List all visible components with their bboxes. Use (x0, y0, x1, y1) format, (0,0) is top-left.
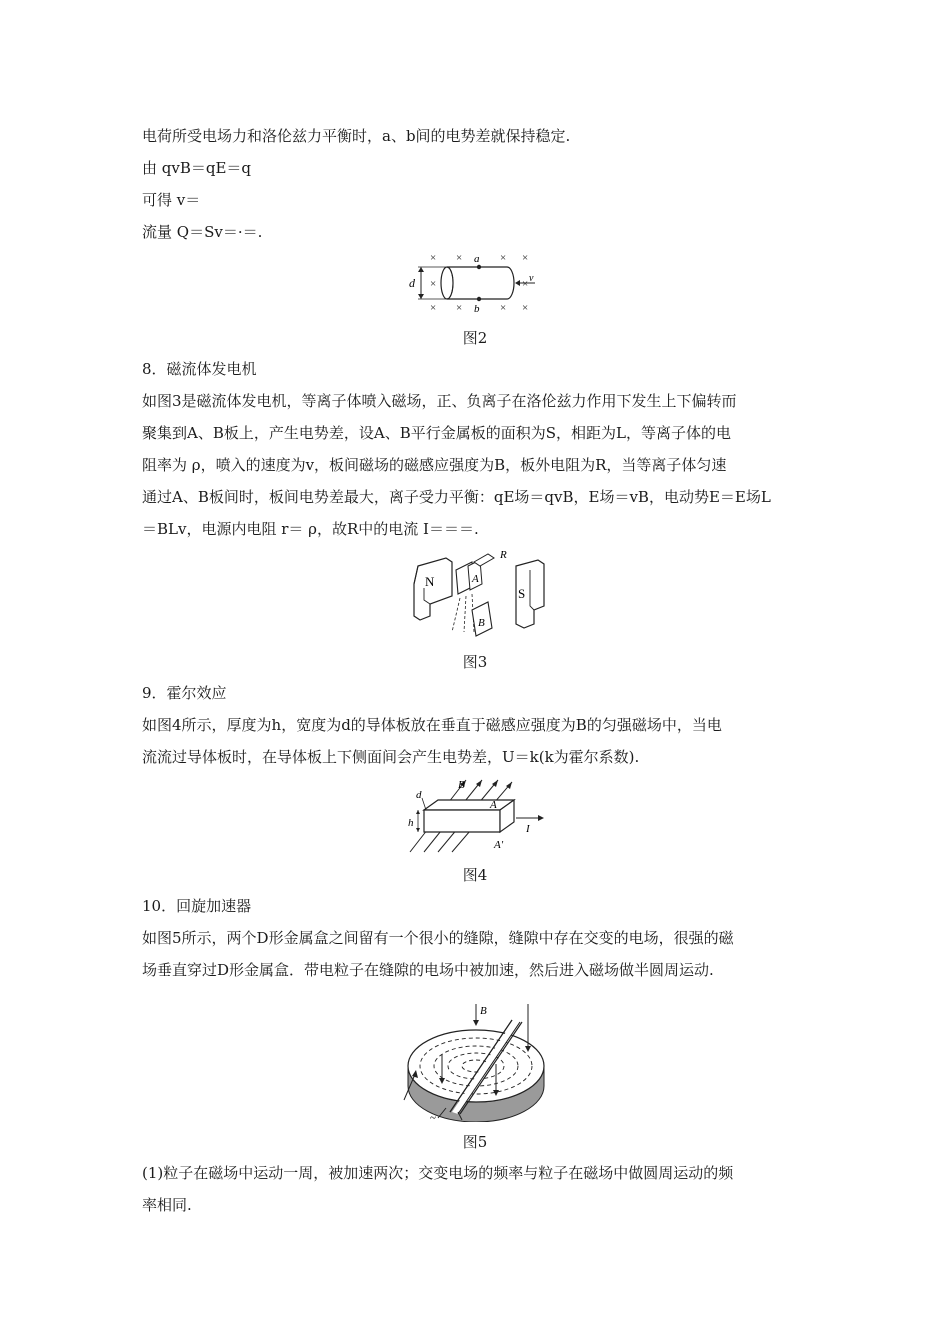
label-d: d (416, 789, 422, 801)
paragraph-line: 如图5所示，两个D形金属盒之间留有一个很小的缝隙，缝隙中存在交变的电场，很强的磁 (142, 929, 734, 947)
figure-2-caption: 图2 (462, 329, 488, 347)
figure-3-mhd-generator (408, 548, 548, 640)
figure-4-caption: 图4 (462, 866, 488, 884)
label-A: A (472, 573, 479, 585)
figure-2-flowmeter (405, 250, 545, 316)
figure-4-hall-effect (404, 776, 554, 856)
label-a: a (474, 253, 480, 265)
paragraph-line: 流流过导体板时，在导体板上下侧面间会产生电势差，U＝k(k为霍尔系数). (142, 748, 640, 766)
label-tilde: ~ (430, 1112, 436, 1122)
cross-mark: × (522, 302, 529, 314)
section-8-title: 8．磁流体发电机 (142, 360, 257, 378)
figure-5-caption: 图5 (462, 1133, 488, 1151)
section-10-title: 10．回旋加速器 (142, 897, 252, 915)
label-A: A (490, 799, 497, 811)
paragraph-line: ＝BLv，电源内电阻 r＝ ρ，故R中的电流 I＝＝＝. (142, 520, 479, 538)
paragraph-line: (1)粒子在磁场中运动一周，被加速两次；交变电场的频率与粒子在磁场中做圆周运动的频 (142, 1164, 734, 1182)
label-h: h (408, 817, 414, 829)
cross-mark: × (456, 252, 463, 264)
equation-line: 由 qvB＝qE＝q (142, 159, 252, 177)
paragraph-line: 阻率为 ρ，喷入的速度为v，板间磁场的磁感应强度为B，板外电阻为R，当等离子体匀速 (142, 456, 727, 474)
label-N: N (425, 574, 435, 589)
label-I: I (526, 823, 530, 835)
equation-line: 可得 v＝ (142, 191, 201, 209)
cross-mark: × (522, 278, 529, 290)
section-9-title: 9．霍尔效应 (142, 684, 227, 702)
figure-5-cyclotron (400, 1000, 552, 1122)
label-B: B (458, 779, 465, 791)
cross-mark: × (430, 252, 437, 264)
label-B: B (478, 617, 485, 629)
paragraph-line: 场垂直穿过D形金属盒．带电粒子在缝隙的电场中被加速，然后进入磁场做半圆周运动. (142, 961, 714, 979)
cross-mark: × (430, 278, 437, 290)
paragraph-line: 如图3是磁流体发电机，等离子体喷入磁场，正、负离子在洛伦兹力作用下发生上下偏转而 (142, 392, 737, 410)
cross-mark: × (456, 302, 463, 314)
cross-mark: × (430, 302, 437, 314)
label-d: d (409, 276, 415, 290)
paragraph-line: 率相同. (142, 1196, 192, 1214)
paragraph-line: 通过A、B板间时，板间电势差最大，离子受力平衡：qE场＝qvB，E场＝vB，电动势E＝E场L (142, 488, 771, 506)
equation-line: 流量 Q＝Sv＝·＝. (142, 223, 263, 241)
label-R: R (500, 549, 507, 561)
label-S: S (518, 586, 526, 601)
label-v: v (529, 273, 534, 284)
paragraph-line: 电荷所受电场力和洛伦兹力平衡时，a、b间的电势差就保持稳定. (142, 127, 571, 145)
label-A-prime: A′ (494, 839, 504, 851)
label-B: B (480, 1005, 487, 1017)
cross-mark: × (500, 302, 507, 314)
figure-3-caption: 图3 (462, 653, 488, 671)
label-b: b (474, 303, 480, 315)
paragraph-line: 聚集到A、B板上，产生电势差，设A、B平行金属板的面积为S，相距为L，等离子体的电 (142, 424, 731, 442)
cross-mark: × (500, 252, 507, 264)
paragraph-line: 如图4所示，厚度为h，宽度为d的导体板放在垂直于磁感应强度为B的匀强磁场中，当电 (142, 716, 722, 734)
cross-mark: × (522, 252, 529, 264)
